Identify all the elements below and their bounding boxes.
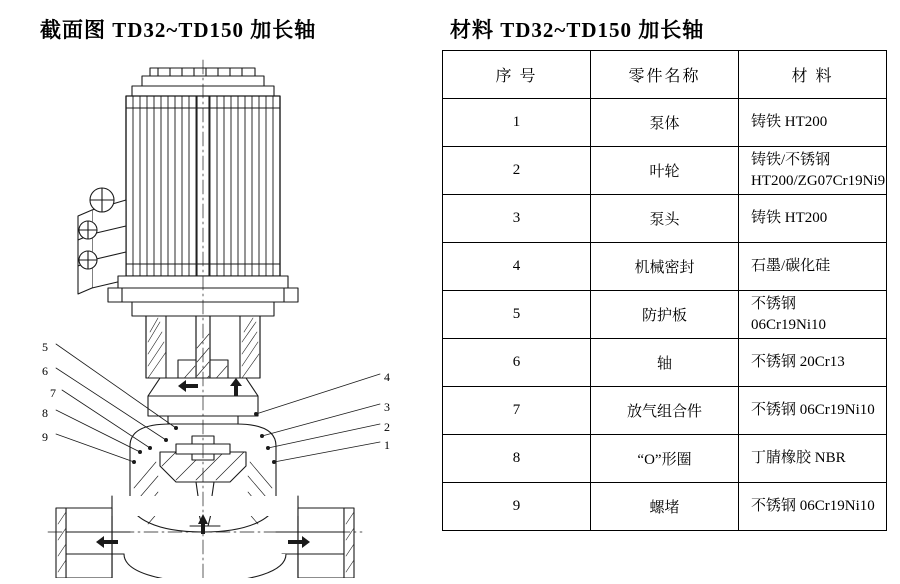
cross-section-panel (0, 0, 440, 584)
cell-serial-number: 5 (443, 291, 591, 339)
cell-material: 不锈钢 06Cr19Ni10 (739, 387, 887, 435)
cell-part-name: 泵体 (591, 99, 739, 147)
table-row (443, 387, 887, 435)
cell-material-line2: 06Cr19Ni10 (751, 316, 826, 333)
callout-number-7: 7 (50, 386, 56, 400)
table-row (443, 435, 887, 483)
cell-serial-number: 8 (443, 435, 591, 483)
header-material: 材 料 (739, 51, 887, 99)
table-row (443, 291, 887, 339)
material-panel (440, 0, 900, 584)
cell-material-line2: HT200/ZG07Cr19Ni9 (751, 172, 886, 189)
callout-number-6: 6 (42, 364, 48, 378)
cell-material: 铸铁 HT200 (739, 99, 887, 147)
header-serial-number: 序 号 (443, 51, 591, 99)
cell-material-line1: 不锈钢 (751, 296, 797, 313)
cell-part-name: 叶轮 (591, 147, 739, 195)
cell-serial-number: 6 (443, 339, 591, 387)
callout-number-1: 1 (384, 438, 390, 452)
table-row (443, 147, 887, 195)
cell-material-line1: 铸铁/不锈钢 (751, 152, 831, 169)
callout-number-9: 9 (42, 430, 48, 444)
cell-part-name: 防护板 (591, 291, 739, 339)
table-row (443, 339, 887, 387)
callout-number-4: 4 (384, 370, 390, 384)
pump-cross-section-drawing (0, 48, 440, 578)
table-header-row (443, 51, 887, 99)
cell-part-name: 放气组合件 (591, 387, 739, 435)
cell-part-name: 泵头 (591, 195, 739, 243)
callout-number-5: 5 (42, 340, 48, 354)
cell-serial-number: 1 (443, 99, 591, 147)
cross-section-title: 截面图 TD32~TD150 加长轴 (40, 18, 317, 42)
cell-part-name: “O”形圈 (591, 435, 739, 483)
cell-serial-number: 9 (443, 483, 591, 531)
material-table (442, 50, 887, 531)
cell-serial-number: 4 (443, 243, 591, 291)
cell-part-name: 螺堵 (591, 483, 739, 531)
cell-serial-number: 2 (443, 147, 591, 195)
material-title: 材料 TD32~TD150 加长轴 (450, 18, 705, 42)
cell-material: 不锈钢 06Cr19Ni10 (739, 483, 887, 531)
cell-material: 丁腈橡胶 NBR (739, 435, 887, 483)
cell-part-name: 轴 (591, 339, 739, 387)
cell-material: 铸铁 HT200 (739, 195, 887, 243)
callout-number-3: 3 (384, 400, 390, 414)
cell-part-name: 机械密封 (591, 243, 739, 291)
cell-material: 石墨/碳化硅 (739, 243, 887, 291)
callout-number-2: 2 (384, 420, 390, 434)
table-row (443, 99, 887, 147)
table-row (443, 195, 887, 243)
cell-material: 不锈钢 20Cr13 (739, 339, 887, 387)
cell-material (739, 147, 887, 195)
table-row (443, 483, 887, 531)
callout-number-8: 8 (42, 406, 48, 420)
cell-material (739, 291, 887, 339)
header-part-name: 零件名称 (591, 51, 739, 99)
cell-serial-number: 3 (443, 195, 591, 243)
cell-serial-number: 7 (443, 387, 591, 435)
table-row (443, 243, 887, 291)
